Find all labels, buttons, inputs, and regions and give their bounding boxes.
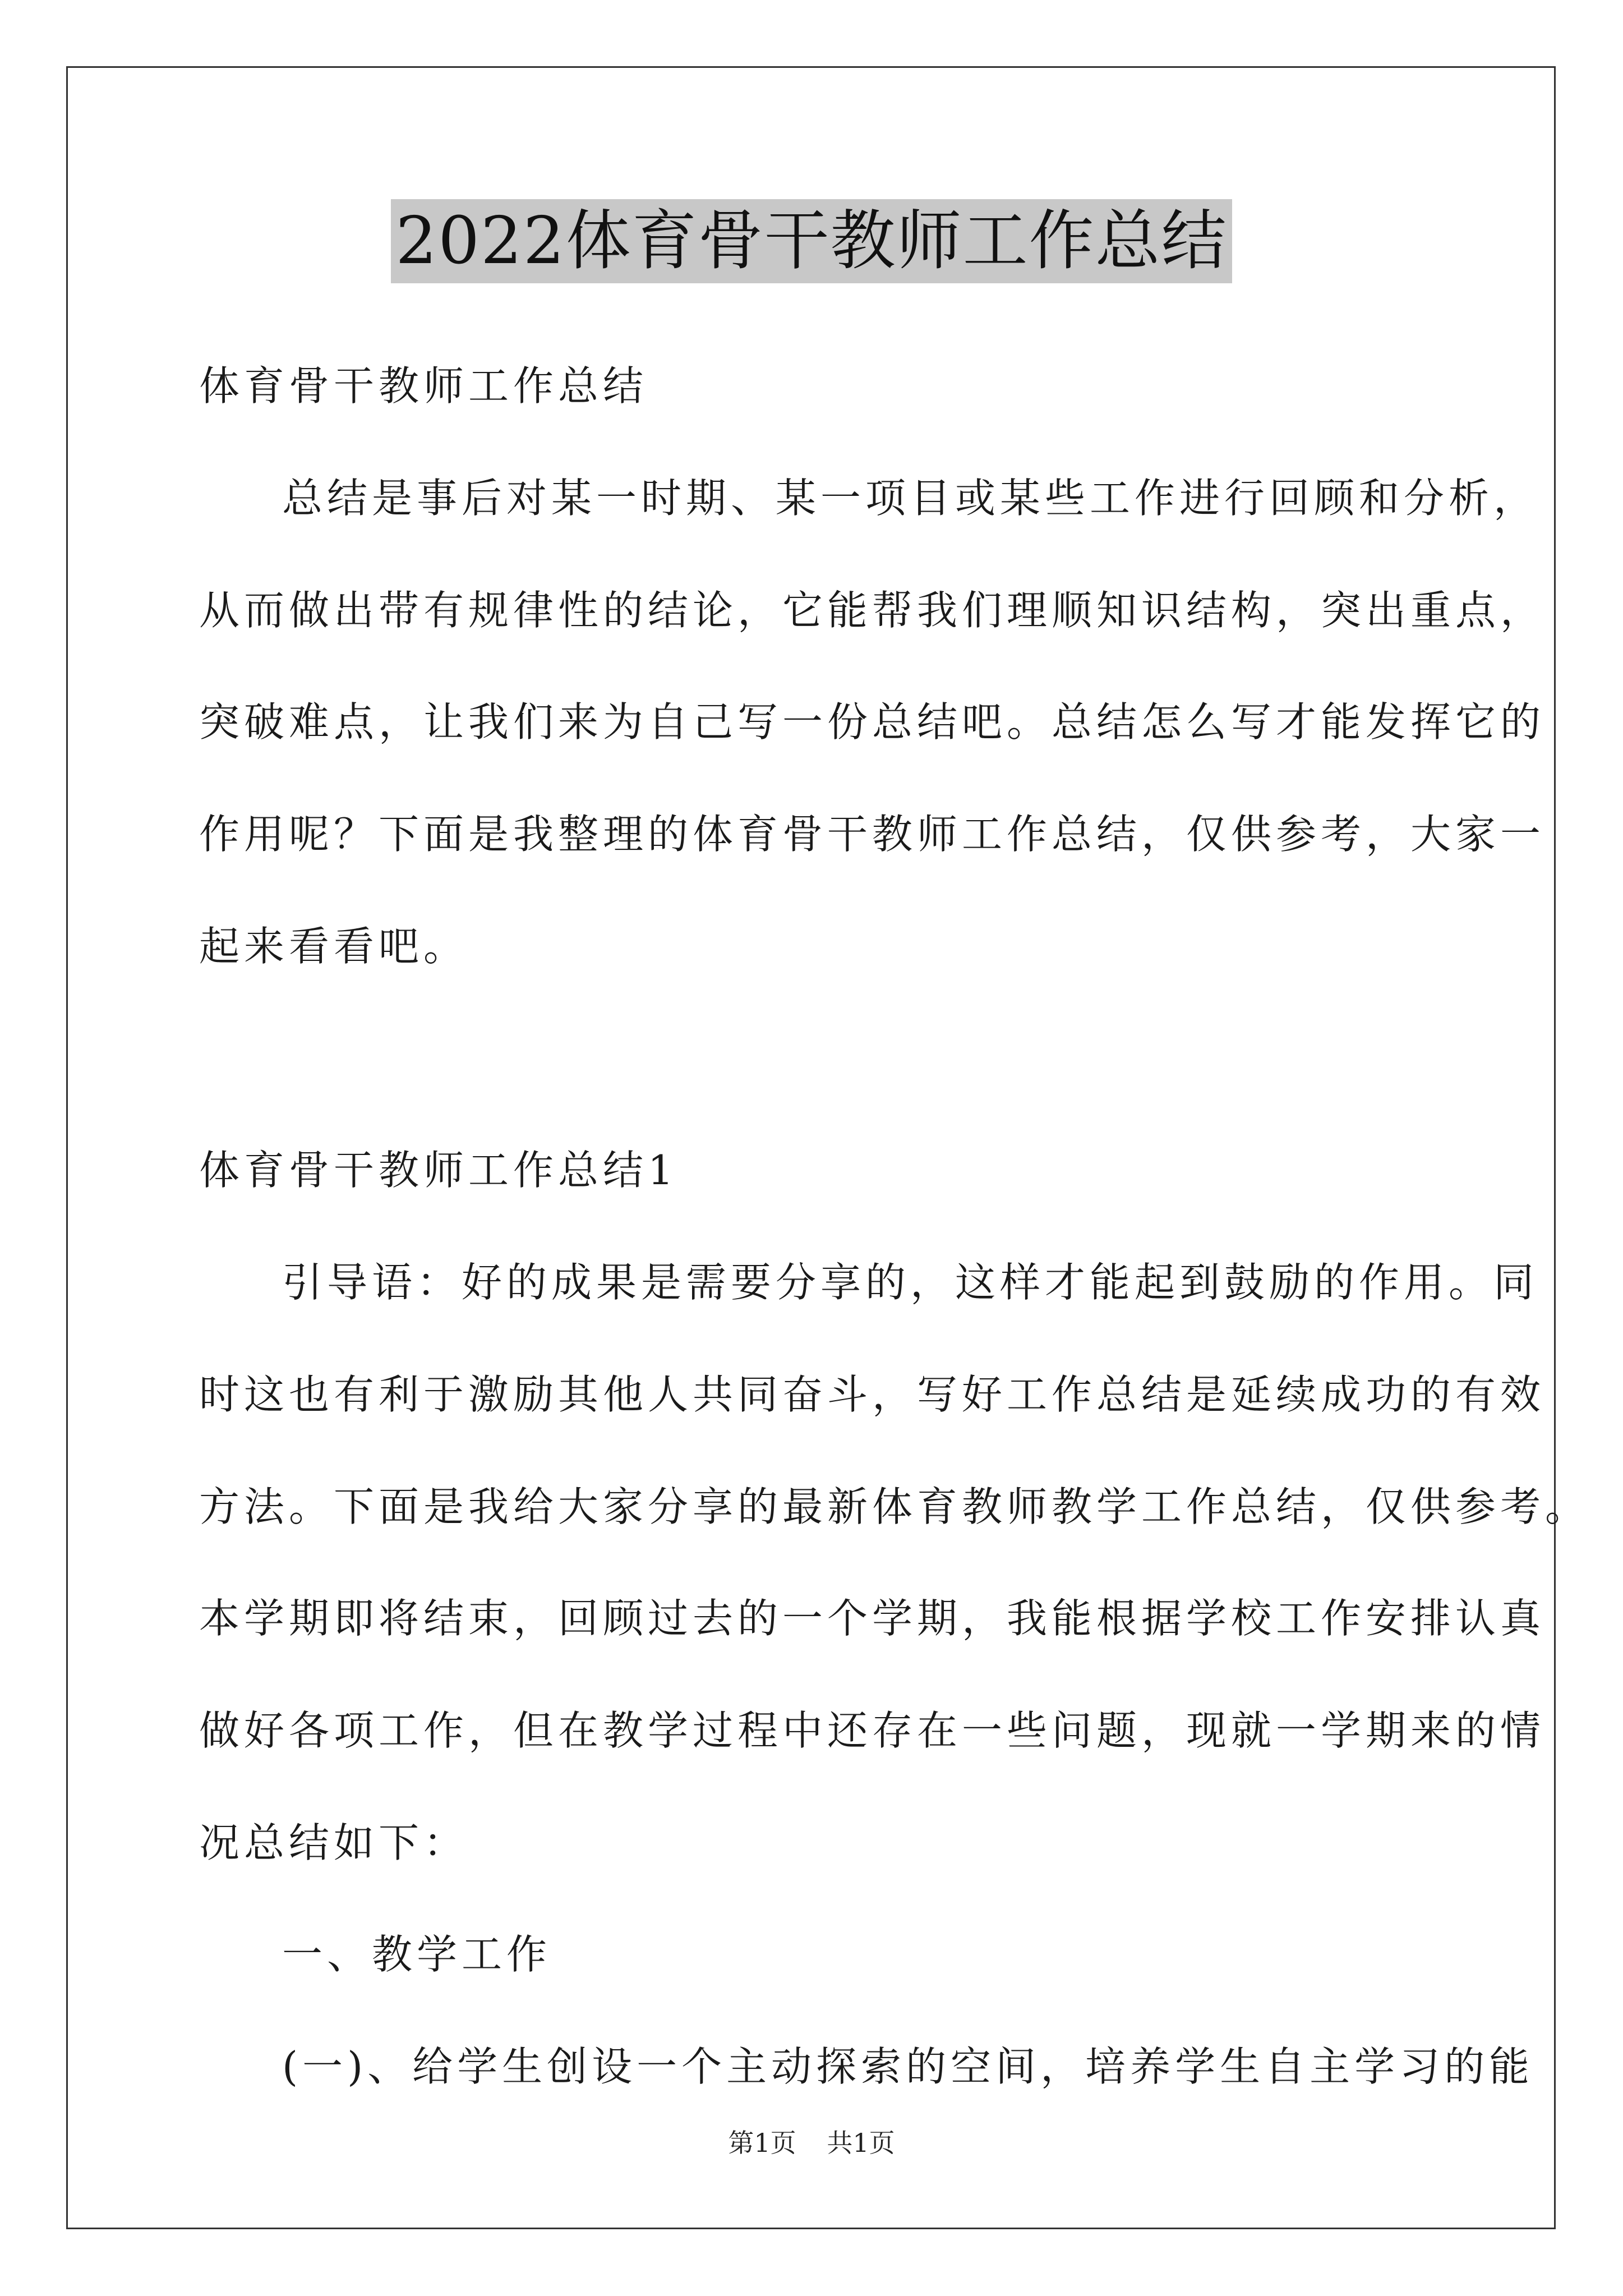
paragraph-line: 总结是事后对某一时期、某一项目或某些工作进行回顾和分析， xyxy=(282,475,1539,522)
paragraph-line: 况总结如下： xyxy=(199,1819,469,1866)
paragraph-line: 方法。下面是我给大家分享的最新体育教师教学工作总结，仅供参考。 xyxy=(199,1483,1590,1530)
paragraph-line: 作用呢？下面是我整理的体育骨干教师工作总结，仅供参考，大家一 xyxy=(199,811,1546,858)
paragraph-line: 本学期即将结束，回顾过去的一个学期，我能根据学校工作安排认真 xyxy=(199,1595,1546,1642)
paragraph-line: 从而做出带有规律性的结论，它能帮我们理顺知识结构，突出重点， xyxy=(199,587,1546,634)
paragraph-line: 时这也有利于激励其他人共同奋斗，写好工作总结是延续成功的有效 xyxy=(199,1371,1546,1418)
page-footer xyxy=(0,2126,1623,2160)
page-number: 第1页 xyxy=(728,2128,796,2158)
paragraph-line: (一)、给学生创设一个主动探索的空间，培养学生自主学习的能 xyxy=(282,2043,1534,2090)
subsection-heading: 一、教学工作 xyxy=(282,1931,552,1978)
paragraph-line: 突破难点，让我们来为自己写一份总结吧。总结怎么写才能发挥它的 xyxy=(199,698,1546,746)
paragraph-line: 起来看看吧。 xyxy=(199,923,469,970)
paragraph-line: 引导语：好的成果是需要分享的，这样才能起到鼓励的作用。同 xyxy=(282,1259,1539,1306)
section-heading: 体育骨干教师工作总结 xyxy=(199,362,648,409)
paragraph-line: 做好各项工作，但在教学过程中还存在一些问题，现就一学期来的情 xyxy=(199,1707,1546,1754)
document-title: 2022体育骨干教师工作总结 xyxy=(391,199,1232,283)
section-heading: 体育骨干教师工作总结1 xyxy=(199,1147,678,1194)
title-container xyxy=(0,199,1623,283)
total-pages: 共1页 xyxy=(827,2128,895,2158)
